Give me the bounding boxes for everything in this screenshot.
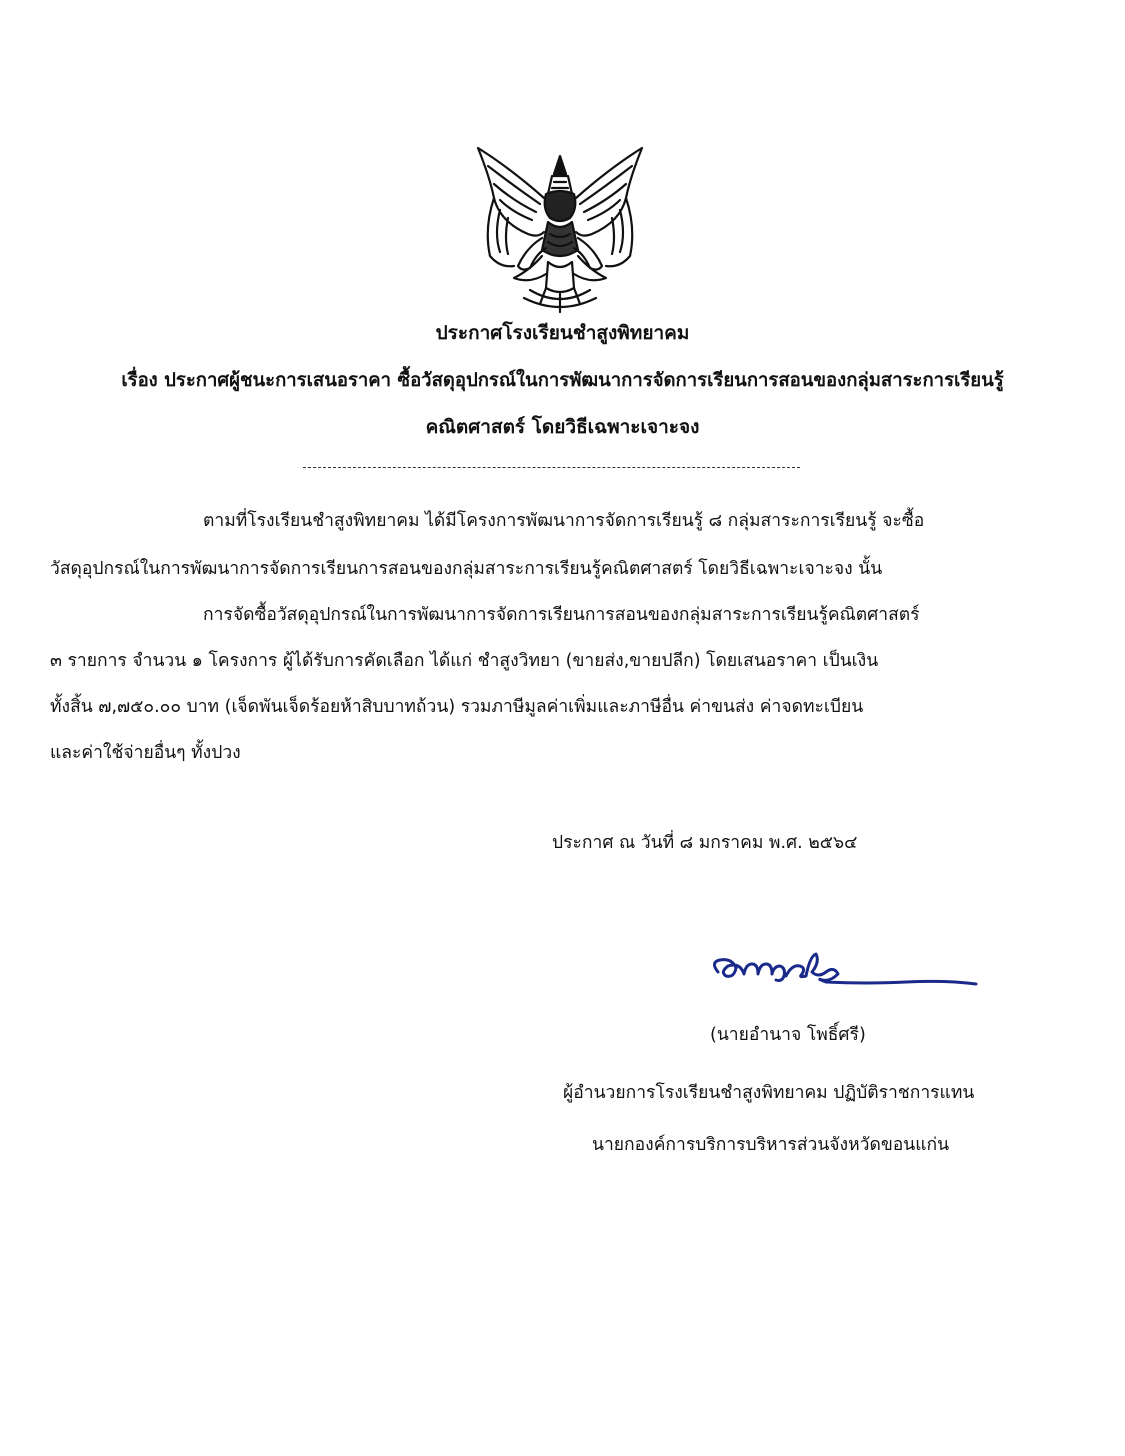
garuda-emblem-icon (470, 138, 650, 316)
signer-position: ผู้อำนวยการโรงเรียนชำสูงพิทยาคม ปฏิบัติราชการแทน (563, 1083, 975, 1103)
announcement-subject-continued: คณิตศาสตร์ โดยวิธีเฉพาะเจาะจง (425, 416, 700, 438)
announcement-subject: เรื่อง ประกาศผู้ชนะการเสนอราคา ซื้อวัสดุอุปกรณ์ในการพัฒนาการจัดการเรียนการสอนของกลุ่มสาระการเรียนรู้ (121, 370, 1004, 391)
announcement-title: ประกาศโรงเรียนชำสูงพิทยาคม (435, 322, 690, 344)
body-line: ทั้งสิ้น ๗,๗๕๐.๐๐ บาท (เจ็ดพันเจ็ดร้อยห้าสิบบาทถ้วน) รวมภาษีมูลค่าเพิ่มและภาษีอื่น ค่าขนส่ง ค่าจดทะเบียน (50, 697, 864, 717)
body-line: ๓ รายการ จำนวน ๑ โครงการ ผู้ได้รับการคัดเลือก ได้แก่ ชำสูงวิทยา (ขายส่ง,ขายปลีก) โดยเสนอราคา เป็นเงิน (50, 651, 879, 671)
signer-name: (นายอำนาจ โพธิ์ศรี) (710, 1025, 866, 1045)
body-line: ตามที่โรงเรียนชำสูงพิทยาคม ได้มีโครงการพัฒนาการจัดการเรียนรู้ ๘ กลุ่มสาระการเรียนรู้ จะซื้อ (203, 511, 925, 531)
dashed-divider (303, 467, 800, 468)
handwritten-signature (706, 952, 982, 1002)
signer-organization: นายกองค์การบริการบริหารส่วนจังหวัดขอนแก่น (592, 1135, 950, 1155)
announcement-date: ประกาศ ณ วันที่ ๘ มกราคม พ.ศ. ๒๕๖๔ (552, 833, 858, 853)
body-line: วัสดุอุปกรณ์ในการพัฒนาการจัดการเรียนการสอนของกลุ่มสาระการเรียนรู้คณิตศาสตร์ โดยวิธีเฉพาะเจาะจง นั้น (50, 559, 883, 579)
body-line: และค่าใช้จ่ายอื่นๆ ทั้งปวง (50, 743, 241, 763)
body-line: การจัดซื้อวัสดุอุปกรณ์ในการพัฒนาการจัดการเรียนการสอนของกลุ่มสาระการเรียนรู้คณิตศาสตร์ (203, 605, 920, 625)
